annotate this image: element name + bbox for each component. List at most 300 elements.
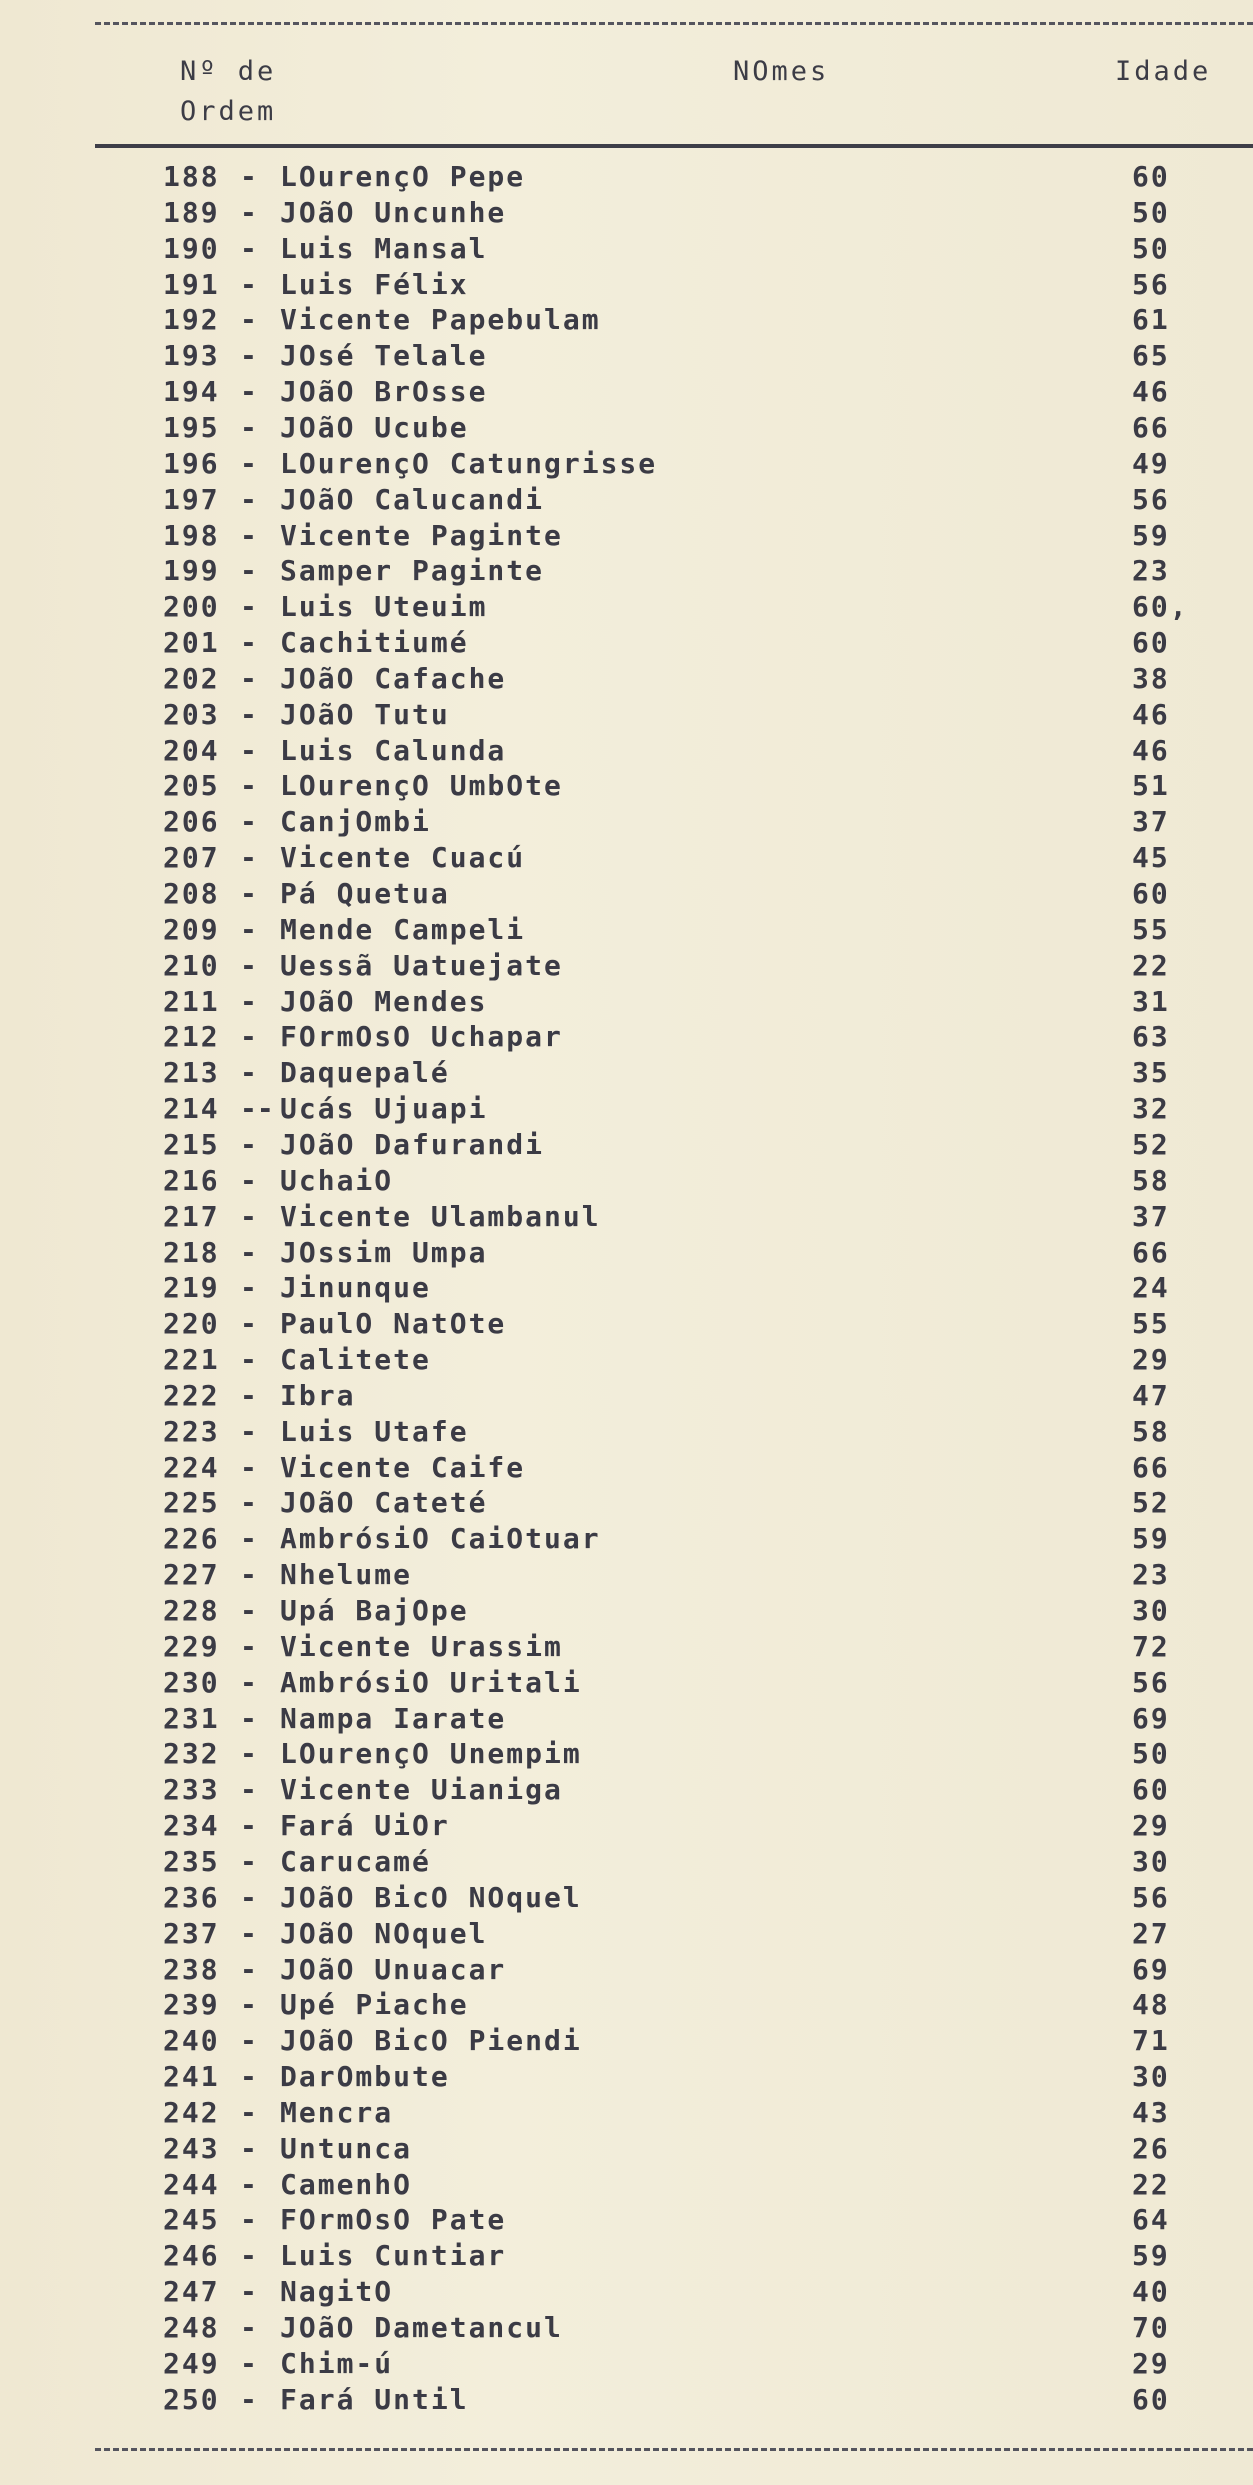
table-row bbox=[0, 1917, 1253, 1953]
table-row bbox=[0, 2311, 1253, 2347]
order-number: 220 bbox=[163, 1307, 220, 1341]
person-age: 30 bbox=[1132, 2060, 1170, 2094]
separator-dash: - bbox=[240, 1665, 257, 1699]
person-age: 63 bbox=[1132, 1020, 1170, 1054]
order-number: 196 bbox=[163, 446, 220, 480]
person-name: JOãO Ucube bbox=[280, 410, 469, 444]
person-age: 66 bbox=[1132, 1450, 1170, 1484]
table-row bbox=[0, 1988, 1253, 2024]
table-row bbox=[0, 2347, 1253, 2383]
names-header: NOmes bbox=[733, 56, 830, 87]
person-name: Carucamé bbox=[280, 1844, 431, 1878]
person-name: Vicente Urassim bbox=[280, 1629, 563, 1663]
separator-dash: - bbox=[240, 1558, 257, 1592]
order-number: 247 bbox=[163, 2275, 220, 2309]
person-name: JOãO Mendes bbox=[280, 984, 488, 1018]
order-number: 234 bbox=[163, 1809, 220, 1843]
table-row bbox=[0, 2239, 1253, 2275]
person-age: 55 bbox=[1132, 1307, 1170, 1341]
person-age: 58 bbox=[1132, 1414, 1170, 1448]
order-number: 199 bbox=[163, 554, 220, 588]
person-age: 50 bbox=[1132, 1737, 1170, 1771]
person-name: Vicente Caife bbox=[280, 1450, 526, 1484]
person-age: 35 bbox=[1132, 1056, 1170, 1090]
table-row bbox=[0, 2383, 1253, 2419]
person-name: Ucás Ujuapi bbox=[280, 1092, 488, 1126]
separator-dash: - bbox=[240, 195, 257, 229]
order-number: 235 bbox=[163, 1844, 220, 1878]
separator-dash: - bbox=[240, 1737, 257, 1771]
order-number: 237 bbox=[163, 1916, 220, 1950]
table-row bbox=[0, 1773, 1253, 1809]
separator-dash: - bbox=[240, 1916, 257, 1950]
person-age: 52 bbox=[1132, 1486, 1170, 1520]
table-row bbox=[0, 1343, 1253, 1379]
person-age: 60, bbox=[1132, 590, 1189, 624]
person-age: 50 bbox=[1132, 231, 1170, 265]
person-age: 29 bbox=[1132, 1343, 1170, 1377]
table-row bbox=[0, 769, 1253, 805]
separator-dash: - bbox=[240, 339, 257, 373]
person-age: 31 bbox=[1132, 984, 1170, 1018]
order-number: 224 bbox=[163, 1450, 220, 1484]
person-name: LOurençO Pepe bbox=[280, 160, 526, 193]
person-age: 69 bbox=[1132, 1952, 1170, 1986]
person-age: 66 bbox=[1132, 410, 1170, 444]
order-number: 192 bbox=[163, 303, 220, 337]
separator-dash: - bbox=[240, 446, 257, 480]
separator-dash: - bbox=[240, 877, 257, 910]
table-row bbox=[0, 1307, 1253, 1343]
person-age: 43 bbox=[1132, 2095, 1170, 2129]
table-row bbox=[0, 411, 1253, 447]
person-age: 56 bbox=[1132, 1880, 1170, 1914]
separator-dash: - bbox=[240, 697, 257, 731]
person-name: JOãO NOquel bbox=[280, 1916, 488, 1950]
order-number: 205 bbox=[163, 769, 220, 803]
order-number: 194 bbox=[163, 375, 220, 409]
separator-dash: - bbox=[240, 1414, 257, 1448]
table-row bbox=[0, 1737, 1253, 1773]
person-name: Nhelume bbox=[280, 1558, 413, 1592]
person-name: JOãO Unuacar bbox=[280, 1952, 507, 1986]
person-name: JOãO Calucandi bbox=[280, 482, 545, 516]
separator-dash: - bbox=[240, 1199, 257, 1233]
person-name: Calitete bbox=[280, 1343, 431, 1377]
separator-dash: - bbox=[240, 590, 257, 624]
bottom-dashed-rule bbox=[95, 2448, 1253, 2451]
person-name: UchaiO bbox=[280, 1163, 394, 1197]
person-name: FOrmOsO Uchapar bbox=[280, 1020, 563, 1054]
table-row bbox=[0, 662, 1253, 698]
person-age: 59 bbox=[1132, 2239, 1170, 2273]
person-age: 69 bbox=[1132, 1701, 1170, 1735]
person-age: 29 bbox=[1132, 1809, 1170, 1843]
person-age: 71 bbox=[1132, 2024, 1170, 2058]
person-name: Vicente Cuacú bbox=[280, 841, 526, 875]
table-row bbox=[0, 1522, 1253, 1558]
person-age: 60 bbox=[1132, 1773, 1170, 1807]
order-number: 211 bbox=[163, 984, 220, 1018]
person-age: 56 bbox=[1132, 267, 1170, 301]
table-row bbox=[0, 949, 1253, 985]
order-number: 240 bbox=[163, 2024, 220, 2058]
order-number: 227 bbox=[163, 1558, 220, 1592]
person-age: 50 bbox=[1132, 195, 1170, 229]
separator-dash: - bbox=[240, 1522, 257, 1556]
person-age: 61 bbox=[1132, 303, 1170, 337]
separator-dash: - bbox=[240, 1343, 257, 1377]
separator-dash: - bbox=[240, 1988, 257, 2022]
person-age: 70 bbox=[1132, 2311, 1170, 2344]
person-name: Upé Piache bbox=[280, 1988, 469, 2022]
separator-dash: - bbox=[240, 1701, 257, 1735]
order-number: 242 bbox=[163, 2095, 220, 2129]
table-row bbox=[0, 2096, 1253, 2132]
person-age: 32 bbox=[1132, 1092, 1170, 1126]
order-number: 198 bbox=[163, 518, 220, 552]
table-row bbox=[0, 483, 1253, 519]
order-number: 191 bbox=[163, 267, 220, 301]
order-header-line1: Nº de bbox=[180, 56, 277, 87]
person-age: 51 bbox=[1132, 769, 1170, 803]
table-row bbox=[0, 985, 1253, 1021]
separator-dash: - bbox=[240, 1486, 257, 1520]
separator-dash: - bbox=[240, 841, 257, 875]
separator-dash: - bbox=[240, 482, 257, 516]
separator-dash: - bbox=[240, 1056, 257, 1090]
person-name: Chim-ú bbox=[280, 2346, 394, 2380]
person-name: AmbrósiO Uritali bbox=[280, 1665, 582, 1699]
order-header-line2: Ordem bbox=[180, 96, 277, 127]
separator-dash: - bbox=[240, 160, 257, 193]
person-age: 66 bbox=[1132, 1235, 1170, 1269]
order-number: 201 bbox=[163, 626, 220, 660]
separator-dash: - bbox=[240, 661, 257, 695]
table-row bbox=[0, 268, 1253, 304]
table-row bbox=[0, 1666, 1253, 1702]
order-number: 195 bbox=[163, 410, 220, 444]
person-age: 30 bbox=[1132, 1594, 1170, 1627]
person-name: JOãO BicO Piendi bbox=[280, 2024, 582, 2058]
table-row bbox=[0, 913, 1253, 949]
table-row bbox=[0, 2275, 1253, 2311]
table-row bbox=[0, 1702, 1253, 1738]
person-name: Samper Paginte bbox=[280, 554, 545, 588]
separator-dash: - bbox=[240, 2024, 257, 2058]
table-row bbox=[0, 1630, 1253, 1666]
header-rule bbox=[95, 144, 1253, 148]
person-name: Mencra bbox=[280, 2095, 394, 2129]
person-age: 24 bbox=[1132, 1271, 1170, 1305]
separator-dash: - bbox=[240, 1020, 257, 1054]
person-name: Luis Cuntiar bbox=[280, 2239, 507, 2273]
person-name: Luis Utafe bbox=[280, 1414, 469, 1448]
table-row bbox=[0, 1953, 1253, 1989]
order-number: 243 bbox=[163, 2131, 220, 2165]
order-number: 218 bbox=[163, 1235, 220, 1269]
person-age: 40 bbox=[1132, 2275, 1170, 2309]
table-row bbox=[0, 877, 1253, 913]
separator-dash: - bbox=[240, 1271, 257, 1305]
table-row bbox=[0, 554, 1253, 590]
separator-dash: - bbox=[240, 2131, 257, 2165]
person-name: Luis Calunda bbox=[280, 733, 507, 767]
person-name: Ibra bbox=[280, 1378, 356, 1412]
person-name: FOrmOsO Pate bbox=[280, 2203, 507, 2237]
table-row bbox=[0, 1415, 1253, 1451]
separator-dash: - bbox=[240, 1809, 257, 1843]
age-header: Idade bbox=[1115, 56, 1212, 87]
separator-dash: -- bbox=[240, 1092, 274, 1126]
person-name: Fará Until bbox=[280, 2382, 469, 2416]
person-age: 46 bbox=[1132, 375, 1170, 409]
order-number: 223 bbox=[163, 1414, 220, 1448]
person-age: 59 bbox=[1132, 518, 1170, 552]
table-row bbox=[0, 339, 1253, 375]
person-age: 59 bbox=[1132, 1522, 1170, 1556]
order-number: 213 bbox=[163, 1056, 220, 1090]
table-row bbox=[0, 2203, 1253, 2239]
order-number: 217 bbox=[163, 1199, 220, 1233]
person-age: 60 bbox=[1132, 626, 1170, 660]
person-age: 22 bbox=[1132, 2167, 1170, 2201]
order-number: 248 bbox=[163, 2311, 220, 2344]
separator-dash: - bbox=[240, 1235, 257, 1269]
person-name: LOurençO Unempim bbox=[280, 1737, 582, 1771]
top-dashed-rule bbox=[95, 22, 1253, 25]
person-age: 48 bbox=[1132, 1988, 1170, 2022]
person-name: JOãO BrOsse bbox=[280, 375, 488, 409]
table-row bbox=[0, 1594, 1253, 1630]
separator-dash: - bbox=[240, 1952, 257, 1986]
separator-dash: - bbox=[240, 2095, 257, 2129]
person-age: 29 bbox=[1132, 2346, 1170, 2380]
person-age: 30 bbox=[1132, 1844, 1170, 1878]
separator-dash: - bbox=[240, 1594, 257, 1627]
order-number: 233 bbox=[163, 1773, 220, 1807]
table-row bbox=[0, 2060, 1253, 2096]
table-row bbox=[0, 1164, 1253, 1200]
separator-dash: - bbox=[240, 984, 257, 1018]
person-age: 26 bbox=[1132, 2131, 1170, 2165]
order-number: 231 bbox=[163, 1701, 220, 1735]
person-name: JOãO BicO NOquel bbox=[280, 1880, 582, 1914]
order-number: 250 bbox=[163, 2382, 220, 2416]
person-name: CamenhO bbox=[280, 2167, 413, 2201]
table-row bbox=[0, 590, 1253, 626]
order-number: 238 bbox=[163, 1952, 220, 1986]
table-row bbox=[0, 1881, 1253, 1917]
person-name: AmbrósiO CaiOtuar bbox=[280, 1522, 601, 1556]
order-number: 203 bbox=[163, 697, 220, 731]
order-number: 236 bbox=[163, 1880, 220, 1914]
person-age: 27 bbox=[1132, 1916, 1170, 1950]
order-number: 225 bbox=[163, 1486, 220, 1520]
separator-dash: - bbox=[240, 303, 257, 337]
person-age: 65 bbox=[1132, 339, 1170, 373]
order-number: 193 bbox=[163, 339, 220, 373]
order-number: 189 bbox=[163, 195, 220, 229]
separator-dash: - bbox=[240, 948, 257, 982]
person-age: 23 bbox=[1132, 1558, 1170, 1592]
table-row bbox=[0, 2024, 1253, 2060]
table-row bbox=[0, 2168, 1253, 2204]
person-age: 55 bbox=[1132, 912, 1170, 946]
table-row bbox=[0, 1558, 1253, 1594]
person-name: Vicente Paginte bbox=[280, 518, 563, 552]
order-number: 215 bbox=[163, 1127, 220, 1161]
table-row bbox=[0, 734, 1253, 770]
table-row bbox=[0, 303, 1253, 339]
person-name: LOurençO Catungrisse bbox=[280, 446, 658, 480]
separator-dash: - bbox=[240, 375, 257, 409]
table-row bbox=[0, 447, 1253, 483]
person-name: Vicente Ulambanul bbox=[280, 1199, 601, 1233]
table-row bbox=[0, 1271, 1253, 1307]
table-row bbox=[0, 519, 1253, 555]
person-age: 46 bbox=[1132, 697, 1170, 731]
table-row bbox=[0, 375, 1253, 411]
table-row bbox=[0, 805, 1253, 841]
table-row bbox=[0, 1092, 1253, 1128]
order-number: 241 bbox=[163, 2060, 220, 2094]
order-number: 219 bbox=[163, 1271, 220, 1305]
table-row bbox=[0, 1128, 1253, 1164]
separator-dash: - bbox=[240, 2203, 257, 2237]
separator-dash: - bbox=[240, 769, 257, 803]
person-name: Pá Quetua bbox=[280, 877, 450, 910]
person-name: Nampa Iarate bbox=[280, 1701, 507, 1735]
table-row bbox=[0, 2132, 1253, 2168]
order-number: 190 bbox=[163, 231, 220, 265]
table-row bbox=[0, 1451, 1253, 1487]
separator-dash: - bbox=[240, 267, 257, 301]
order-number: 222 bbox=[163, 1378, 220, 1412]
person-name: NagitO bbox=[280, 2275, 394, 2309]
separator-dash: - bbox=[240, 2311, 257, 2344]
person-name: Vicente Papebulam bbox=[280, 303, 601, 337]
separator-dash: - bbox=[240, 1880, 257, 1914]
table-row bbox=[0, 841, 1253, 877]
table-row bbox=[0, 698, 1253, 734]
person-name: Daquepalé bbox=[280, 1056, 450, 1090]
order-number: 202 bbox=[163, 661, 220, 695]
separator-dash: - bbox=[240, 2346, 257, 2380]
order-number: 212 bbox=[163, 1020, 220, 1054]
person-age: 56 bbox=[1132, 1665, 1170, 1699]
table-row bbox=[0, 1056, 1253, 1092]
order-number: 216 bbox=[163, 1163, 220, 1197]
person-age: 49 bbox=[1132, 446, 1170, 480]
person-name: JOãO Dafurandi bbox=[280, 1127, 545, 1161]
separator-dash: - bbox=[240, 1844, 257, 1878]
person-name: JOssim Umpa bbox=[280, 1235, 488, 1269]
separator-dash: - bbox=[240, 410, 257, 444]
person-name: Upá BajOpe bbox=[280, 1594, 469, 1627]
order-number: 204 bbox=[163, 733, 220, 767]
separator-dash: - bbox=[240, 554, 257, 588]
table-row bbox=[0, 1379, 1253, 1415]
table-row bbox=[0, 626, 1253, 662]
person-age: 37 bbox=[1132, 805, 1170, 839]
person-name: JOãO Tutu bbox=[280, 697, 450, 731]
person-age: 52 bbox=[1132, 1127, 1170, 1161]
person-age: 37 bbox=[1132, 1199, 1170, 1233]
person-age: 38 bbox=[1132, 661, 1170, 695]
person-age: 60 bbox=[1132, 160, 1170, 193]
separator-dash: - bbox=[240, 805, 257, 839]
person-name: PaulO NatOte bbox=[280, 1307, 507, 1341]
person-name: Uessã Uatuejate bbox=[280, 948, 563, 982]
person-name: Luis Félix bbox=[280, 267, 469, 301]
separator-dash: - bbox=[240, 1629, 257, 1663]
order-number: 229 bbox=[163, 1629, 220, 1663]
table-row bbox=[0, 232, 1253, 268]
separator-dash: - bbox=[240, 2060, 257, 2094]
person-age: 45 bbox=[1132, 841, 1170, 875]
separator-dash: - bbox=[240, 1127, 257, 1161]
person-name: CanjOmbi bbox=[280, 805, 431, 839]
order-number: 208 bbox=[163, 877, 220, 910]
order-number: 221 bbox=[163, 1343, 220, 1377]
person-name: Untunca bbox=[280, 2131, 413, 2165]
separator-dash: - bbox=[240, 1773, 257, 1807]
order-number: 197 bbox=[163, 482, 220, 516]
separator-dash: - bbox=[240, 518, 257, 552]
person-name: LOurençO UmbOte bbox=[280, 769, 563, 803]
separator-dash: - bbox=[240, 231, 257, 265]
person-name: Mende Campeli bbox=[280, 912, 526, 946]
separator-dash: - bbox=[240, 1450, 257, 1484]
table-row bbox=[0, 1200, 1253, 1236]
person-age: 58 bbox=[1132, 1163, 1170, 1197]
person-age: 23 bbox=[1132, 554, 1170, 588]
separator-dash: - bbox=[240, 1378, 257, 1412]
order-number: 209 bbox=[163, 912, 220, 946]
person-name: JOãO Cafache bbox=[280, 661, 507, 695]
separator-dash: - bbox=[240, 912, 257, 946]
table-row bbox=[0, 1845, 1253, 1881]
order-number: 214 bbox=[163, 1092, 220, 1126]
person-age: 56 bbox=[1132, 482, 1170, 516]
person-age: 46 bbox=[1132, 733, 1170, 767]
separator-dash: - bbox=[240, 2382, 257, 2416]
separator-dash: - bbox=[240, 626, 257, 660]
person-name: Fará UiOr bbox=[280, 1809, 450, 1843]
person-name: Luis Uteuim bbox=[280, 590, 488, 624]
separator-dash: - bbox=[240, 2275, 257, 2309]
table-row bbox=[0, 160, 1253, 196]
separator-dash: - bbox=[240, 2167, 257, 2201]
person-age: 22 bbox=[1132, 948, 1170, 982]
separator-dash: - bbox=[240, 733, 257, 767]
order-number: 228 bbox=[163, 1594, 220, 1627]
person-age: 60 bbox=[1132, 2382, 1170, 2416]
table-row bbox=[0, 1486, 1253, 1522]
order-number: 239 bbox=[163, 1988, 220, 2022]
person-name: JOãO Uncunhe bbox=[280, 195, 507, 229]
order-number: 207 bbox=[163, 841, 220, 875]
person-name: Cachitiumé bbox=[280, 626, 469, 660]
order-number: 200 bbox=[163, 590, 220, 624]
person-name: Luis Mansal bbox=[280, 231, 488, 265]
person-name: DarOmbute bbox=[280, 2060, 450, 2094]
table-row bbox=[0, 1809, 1253, 1845]
order-number: 232 bbox=[163, 1737, 220, 1771]
person-age: 47 bbox=[1132, 1378, 1170, 1412]
person-age: 60 bbox=[1132, 877, 1170, 910]
